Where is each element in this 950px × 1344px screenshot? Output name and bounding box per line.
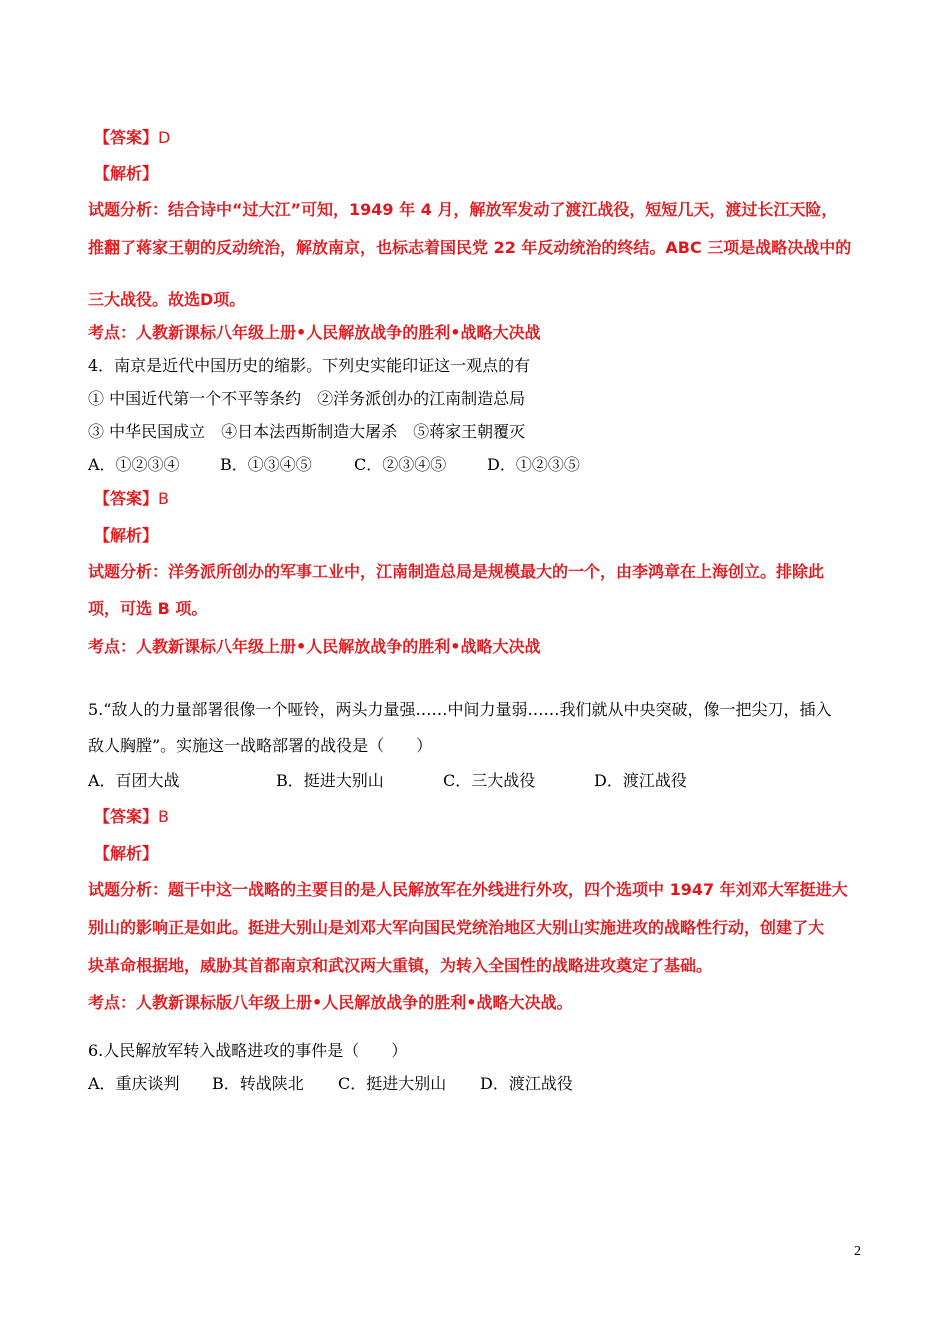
q4-analysis-line1: 试题分析：洋务派所创办的军事工业中，江南制造总局是规模最大的一个，由李鸿章在上海创立。排除此 bbox=[88, 562, 825, 581]
q5-kaodian: 考点：人教新课标版八年级上册•人民解放战争的胜利•战略大决战。 bbox=[88, 993, 573, 1012]
q4-items-line2: ③ 中华民国成立 ④日本法西斯制造大屠杀 ⑤蒋家王朝覆灭 bbox=[88, 422, 526, 441]
q5-answer-value: B bbox=[158, 807, 169, 826]
q4-analysis-line2: 项，可选 B 项。 bbox=[88, 599, 208, 618]
q4-stem: 4．南京是近代中国历史的缩影。下列史实能印证这一观点的有 bbox=[88, 356, 531, 375]
q3-answer-value: D bbox=[158, 128, 171, 147]
q3-analysis-line1: 试题分析：结合诗中“过大江”可知，1949 年 4 月，解放军发动了渡江战役，短短几天，渡过长江天险， bbox=[88, 200, 838, 219]
page-number: 2 bbox=[854, 1244, 861, 1259]
q4-option-b: B．①③④⑤ bbox=[220, 455, 312, 474]
q4-option-a: A．①②③④ bbox=[88, 455, 180, 474]
q4-answer bbox=[94, 489, 169, 509]
q5-analysis-line3: 块革命根据地，威胁其首都南京和武汉两大重镇，为转入全国性的战略进攻奠定了基础。 bbox=[88, 956, 713, 975]
q6-option-d: D．渡江战役 bbox=[480, 1074, 573, 1093]
q3-analysis-line3: 三大战役。故选D项。 bbox=[88, 290, 246, 309]
q6-option-a: A．重庆谈判 bbox=[88, 1074, 180, 1093]
q5-option-c: C．三大战役 bbox=[443, 771, 536, 790]
q5-option-a: A．百团大战 bbox=[88, 771, 180, 790]
q4-answer-value: B bbox=[158, 489, 169, 508]
q5-stem-line1: 5.“敌人的力量部署很像一个哑铃，两头力量强……中间力量弱……我们就从中央突破，像一把尖刀，插入 bbox=[88, 700, 832, 719]
q6-option-b: B．转战陕北 bbox=[212, 1074, 304, 1093]
q3-kaodian: 考点：人教新课标八年级上册•人民解放战争的胜利•战略大决战 bbox=[88, 323, 541, 342]
q4-option-c: C．②③④⑤ bbox=[354, 455, 447, 474]
q3-analysis-label: 【解析】 bbox=[94, 164, 159, 183]
q4-option-d: D．①②③⑤ bbox=[487, 455, 580, 474]
q5-analysis-line2: 别山的影响正是如此。挺进大别山是刘邓大军向国民党统治地区大别山实施进攻的战略性行动，创建了大 bbox=[88, 918, 825, 937]
q5-answer bbox=[94, 807, 169, 827]
q5-option-d: D．渡江战役 bbox=[594, 771, 687, 790]
q5-option-b: B．挺进大别山 bbox=[276, 771, 384, 790]
q5-analysis-line1: 试题分析：题干中这一战略的主要目的是人民解放军在外线进行外攻，四个选项中 1947 年刘邓大军挺进大 bbox=[88, 880, 848, 899]
q4-items-line1: ① 中国近代第一个不平等条约 ②洋务派创办的江南制造总局 bbox=[88, 389, 526, 408]
q5-analysis-label: 【解析】 bbox=[94, 844, 159, 863]
q3-answer bbox=[94, 128, 170, 148]
q5-stem-line2: 敌人胸膛”。实施这一战略部署的战役是（ ） bbox=[88, 736, 433, 755]
q3-answer-label: 【答案】 bbox=[94, 128, 159, 147]
q3-analysis-line2: 推翻了蒋家王朝的反动统治，解放南京，也标志着国民党 22 年反动统治的终结。ABC 三项是战略决战中的 bbox=[88, 238, 852, 257]
q4-kaodian: 考点：人教新课标八年级上册•人民解放战争的胜利•战略大决战 bbox=[88, 637, 541, 656]
q5-answer-label: 【答案】 bbox=[94, 807, 159, 826]
q4-answer-label: 【答案】 bbox=[94, 489, 159, 508]
q6-option-c: C．挺进大别山 bbox=[338, 1074, 447, 1093]
q6-stem: 6.人民解放军转入战略进攻的事件是（ ） bbox=[88, 1041, 408, 1060]
q4-analysis-label: 【解析】 bbox=[94, 526, 159, 545]
